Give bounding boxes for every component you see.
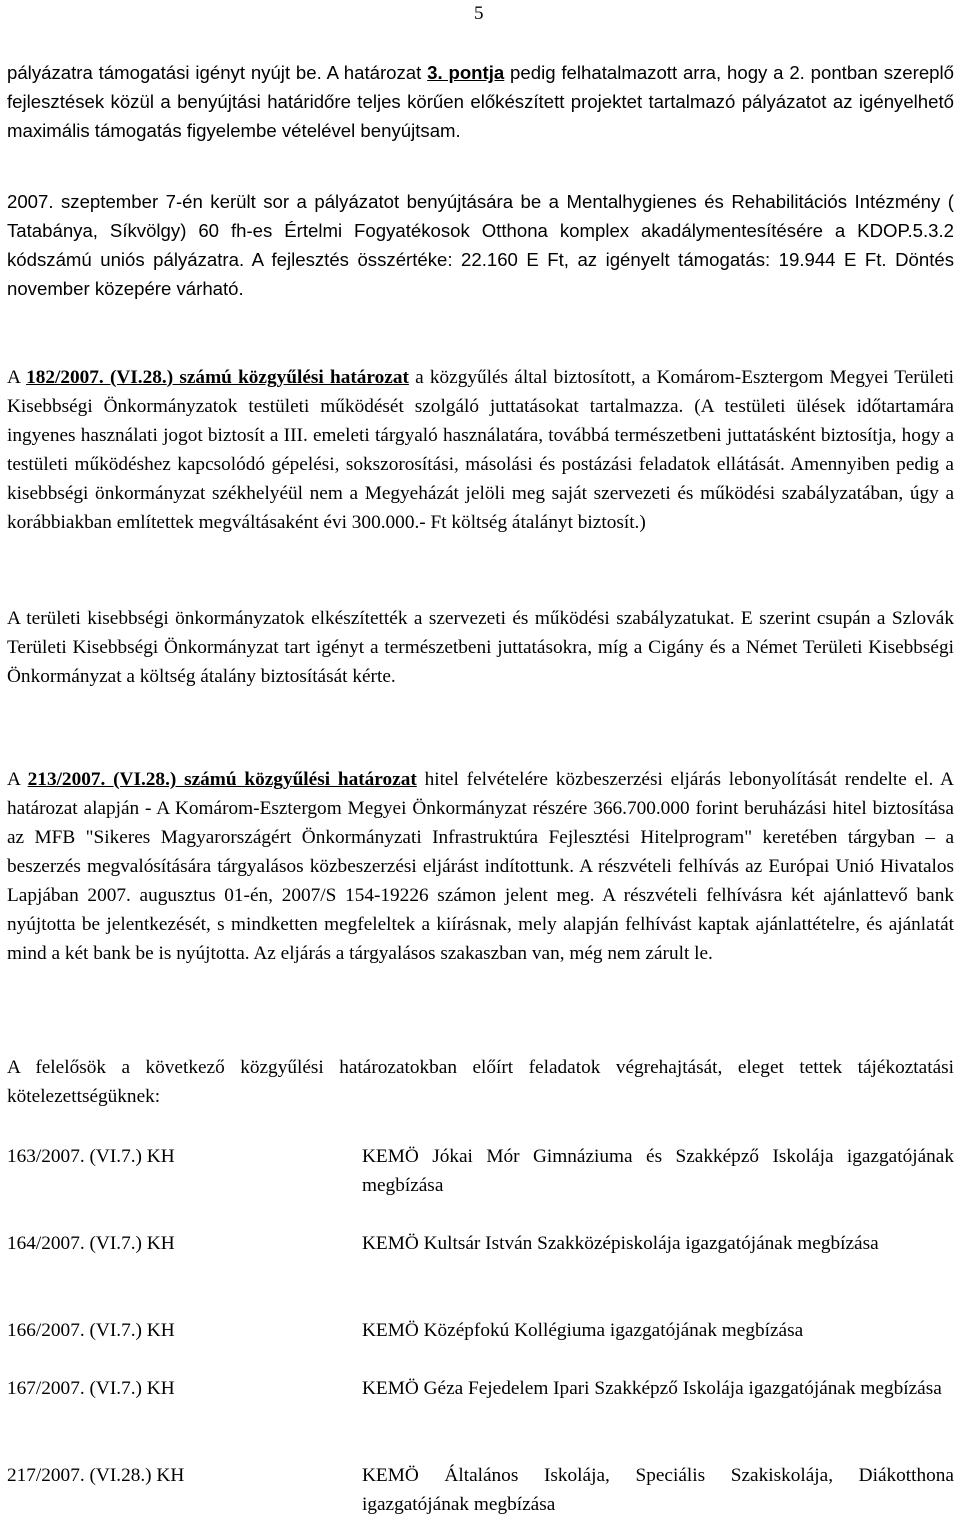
resolution-213-ref: 213/2007. (VI.28.) számú közgyűlési határozat xyxy=(27,769,417,790)
page-number: 5 xyxy=(474,3,484,24)
resolution-description: KEMÖ Általános Iskolája, Speciális Szakiskolája, Diákotthona igazgatójának megbízása xyxy=(362,1465,954,1515)
paragraph-responsibles xyxy=(7,1053,954,1111)
paragraph-intro xyxy=(7,58,954,145)
p182-text-a: A xyxy=(7,367,27,388)
resolution-code: 164/2007. (VI.7.) KH xyxy=(7,1233,175,1254)
list-item xyxy=(7,1142,954,1229)
resolution-182-ref: 182/2007. (VI.28. xyxy=(26,367,167,388)
list-item xyxy=(7,1374,954,1461)
resolution-description: KEMÖ Középfokú Kollégiuma igazgatójának megbízása xyxy=(362,1320,804,1341)
p213-text-a: A xyxy=(7,769,28,790)
paragraph-2007-text: 2007. szeptember 7-én került sor a pályázatot benyújtására be a Mentalhygienes és Rehabilitációs Intézmény ( Tatabánya, Síkvölgy) 60 fh-es Értelmi Fogyatékosok Otthona komplex akadálymentesítésére a KDOP.5.3.2 kódszámú uniós pályázatra. A fejlesztés összértéke: 22.160 E Ft, az igényelt támogatás: 19.944 E Ft. Döntés november közepére várható. xyxy=(7,191,954,299)
p213-text-b: hitel felvételére közbeszerzési eljárás lebonyolítását rendelte el. A határozat alapján - A Komárom-Esztergom Megyei Önkormányzat részére 366.700.000 forint beruházási hitel biztosítása az MFB "Sikeres Magyarországért Önkormányzati Infrastruktúra Fejlesztési Hitelprogram" keretében tárgyban – a beszerzés megvalósítására tárgyalásos közbeszerzési eljárást indítottunk. A részvételi felhívás az Európai Unió Hivatalos Lapjában 2007. augusztus 01-én, 2007/S 154-19226 számon jelent meg. A részvételi felhívásra két ajánlattevő bank nyújtotta be jelentkezését, s mindketten megfeleltek a kiírásnak, mely alapján felhívást kaptak ajánlattételre, és ajánlatát mind a két bank be is nyújtotta. Az eljárás a tárgyalásos szakaszban van, még nem zárult le. xyxy=(7,769,954,964)
resolution-code: 163/2007. (VI.7.) KH xyxy=(7,1146,175,1167)
resolution-description: KEMÖ Kultsár István Szakközépiskolája igazgatójának megbízása xyxy=(362,1233,879,1254)
resolution-description: KEMÖ Géza Fejedelem Ipari Szakképző Iskolája igazgatójának megbízása xyxy=(362,1378,942,1399)
list-item xyxy=(7,1229,954,1316)
resolution-code: 217/2007. (VI.28.) KH xyxy=(7,1465,185,1486)
paragraph-responsibles-text: A felelősök a következő közgyűlési határozatokban előírt feladatok végrehajtását, eleget tettek tájékoztatási kötelezettségüknek: xyxy=(7,1057,954,1107)
resolution-code: 167/2007. (VI.7.) KH xyxy=(7,1378,175,1399)
resolution-182-title: ) számú közgyűlési határozat xyxy=(166,367,409,388)
intro-text-a: pályázatra támogatási igényt nyújt be. A határozat xyxy=(7,62,428,83)
intro-text-b: pedig felhatalmazott arra, hogy a 2. pontban szereplő fejlesztések közül a benyújtási határidőre teljes körűen előkészített projektet tartalmazó pályázatot az igényelhető maximális támogatás figyelembe vételével benyújtsam. xyxy=(7,62,954,141)
paragraph-minority-text: A területi kisebbségi önkormányzatok elkészítették a szervezeti és működési szabályzatukat. E szerint csupán a Szlovák Területi Kisebbségi Önkormányzat tart igényt a természetbeni juttatásokra, míg a Cigány és a Német Területi Kisebbségi Önkormányzat a költség átalány biztosítását kérte. xyxy=(7,608,954,687)
paragraph-resolution-182 xyxy=(7,363,954,537)
resolution-point-link: 3. pontja xyxy=(427,62,505,83)
list-item xyxy=(7,1316,954,1374)
resolution-description: KEMÖ Jókai Mór Gimnáziuma és Szakképző Iskolája igazgatójának megbízása xyxy=(362,1146,954,1196)
paragraph-182-text xyxy=(7,363,954,537)
paragraph-resolution-213 xyxy=(7,765,954,968)
resolution-list xyxy=(7,1142,954,1519)
resolution-code: 166/2007. (VI.7.) KH xyxy=(7,1320,175,1341)
paragraph-minority-governments xyxy=(7,604,954,691)
p182-text-b: a közgyűlés által biztosított, a Komárom-Esztergom Megyei Területi Kisebbségi Önkormányzatok testületi működését szolgáló juttatásokat tartalmazza. (A testületi ülések időtartamára ingyenes használati jogot biztosít a III. emeleti tárgyaló használatára, továbbá természetbeni juttatásként biztosítja, hogy a testületi működéshez kapcsolódó gépelési, sokszorosítási, másolási és postázási feladatok ellátását. Amennyiben pedig a kisebbségi önkormányzat székhelyéül nem a Megyeházát jelöli meg saját szervezeti és működési szabályzatában, úgy a korábbiakban említettek megváltásaként évi 300.000.- Ft költség átalányt biztosít.) xyxy=(7,367,954,533)
paragraph-intro-text xyxy=(7,58,954,145)
paragraph-213-text xyxy=(7,765,954,968)
paragraph-2007-september xyxy=(7,187,954,303)
list-item xyxy=(7,1461,954,1519)
